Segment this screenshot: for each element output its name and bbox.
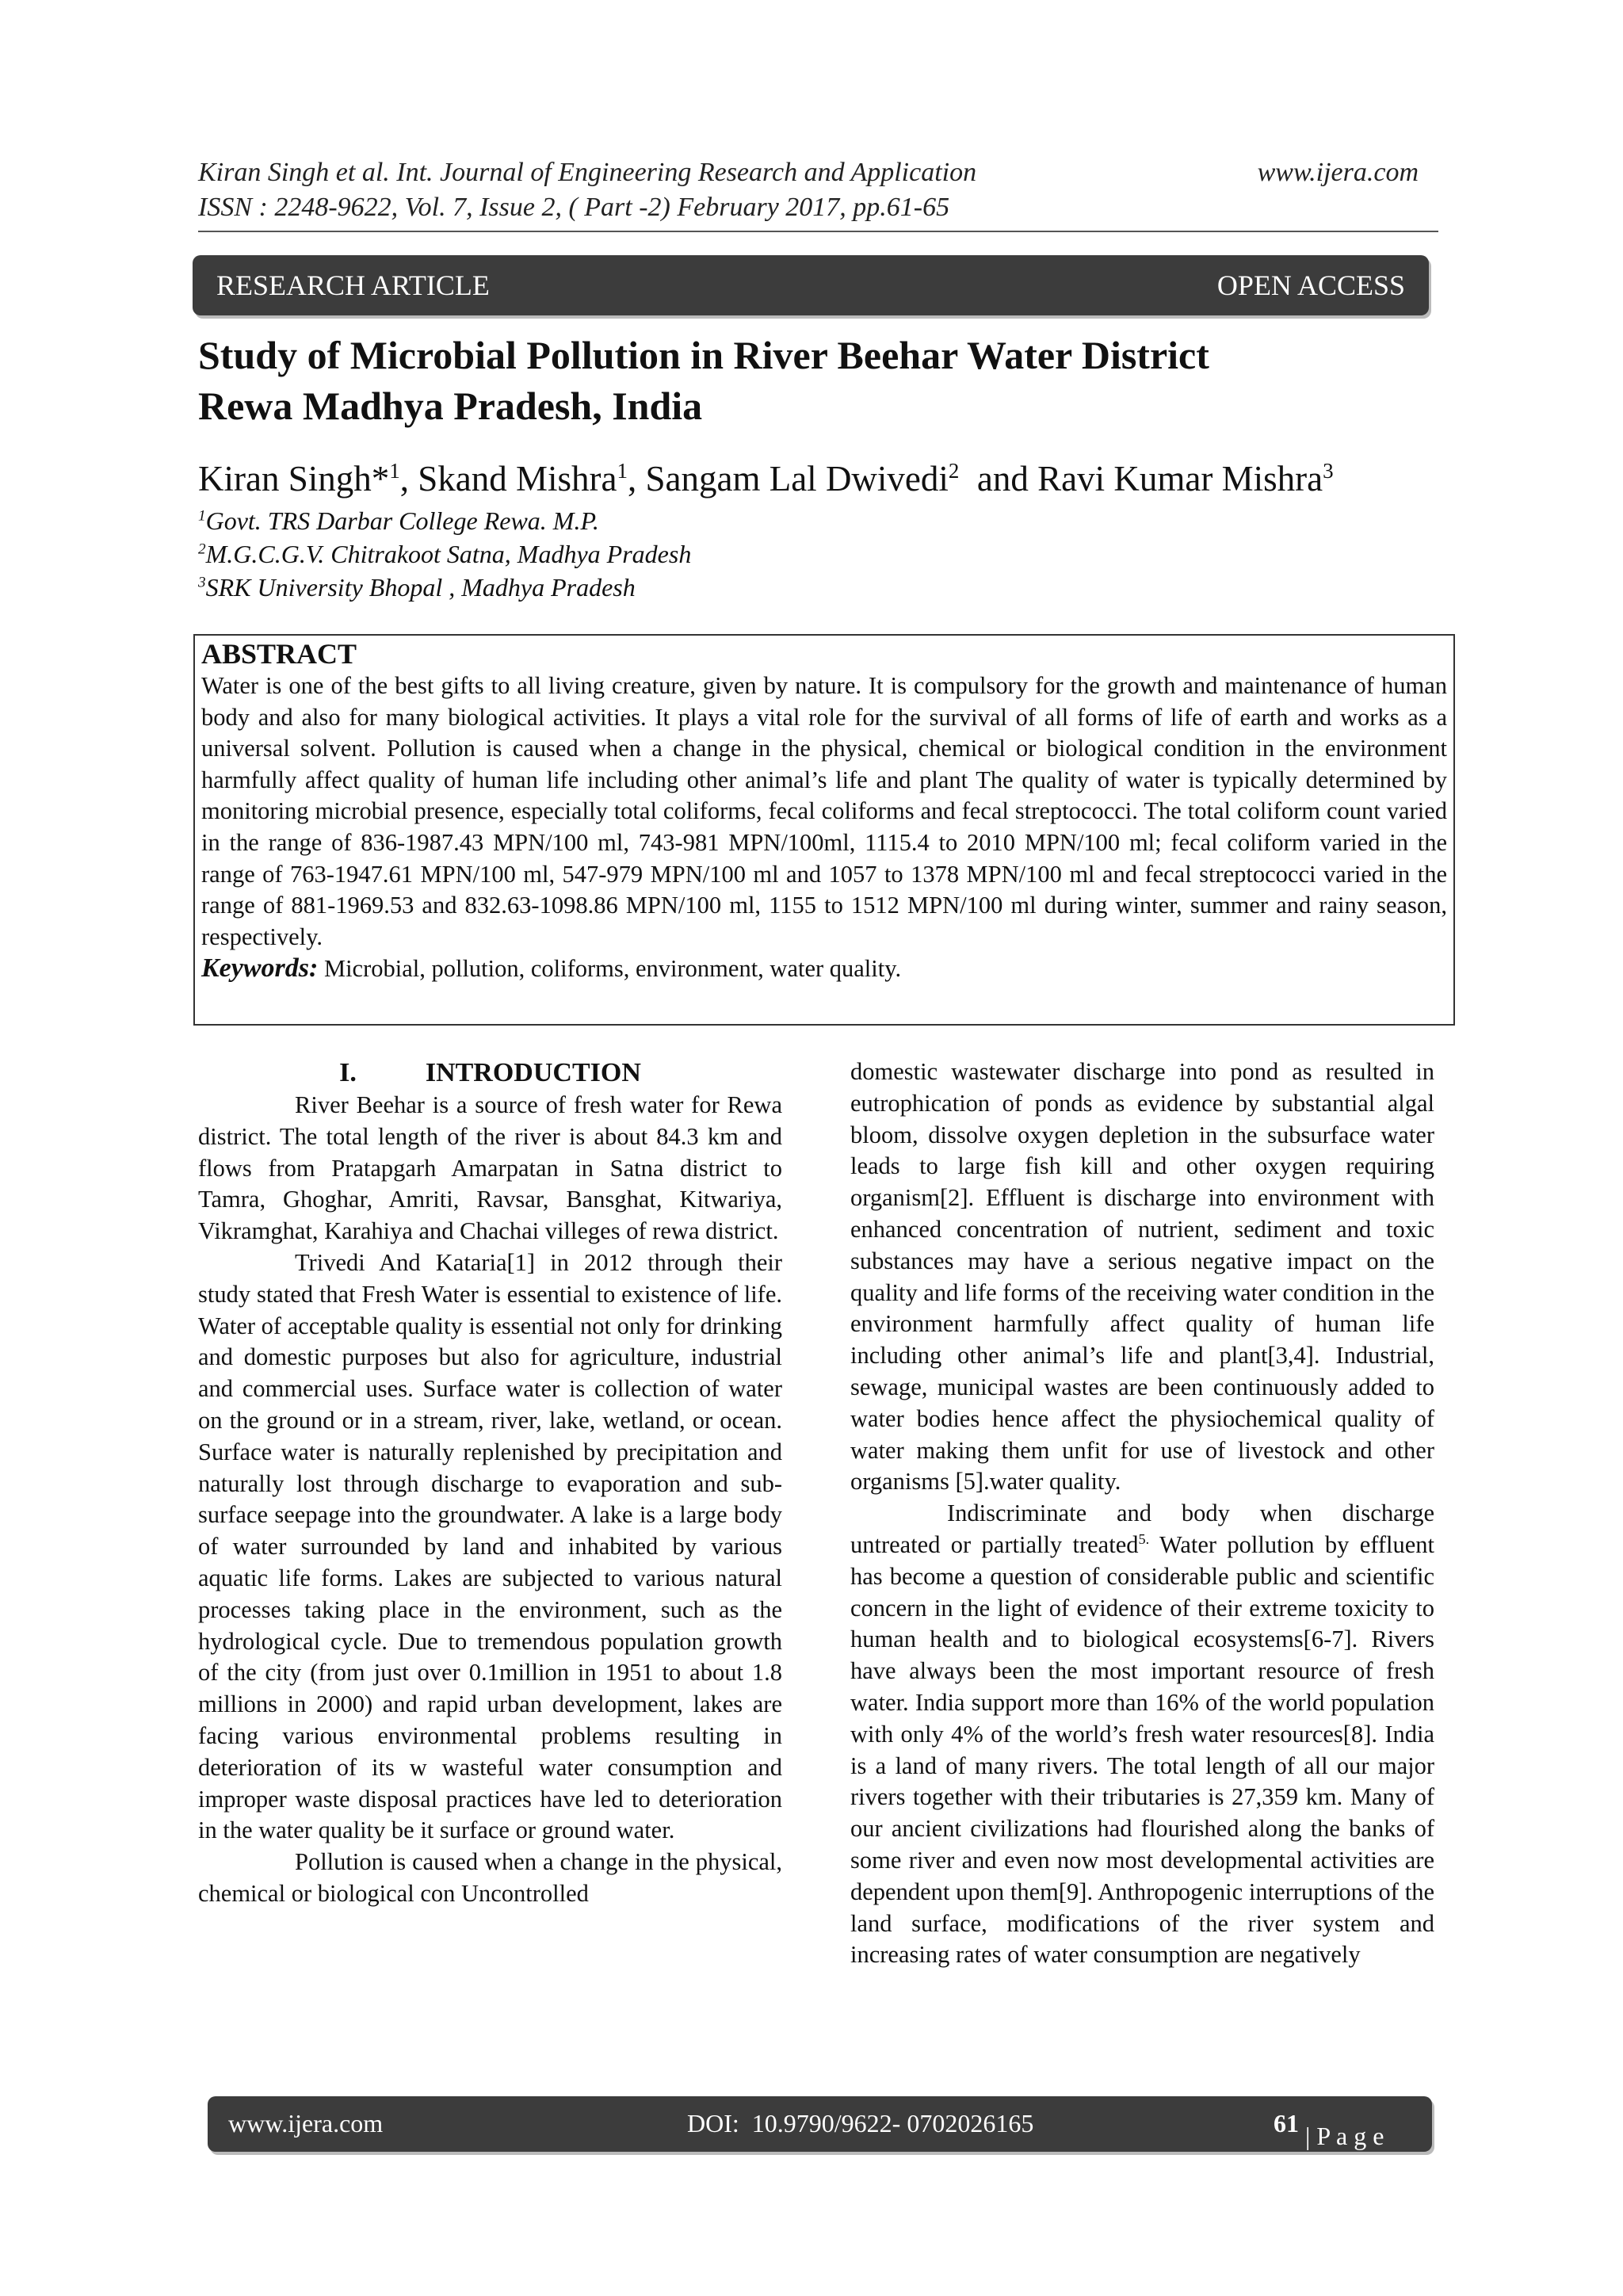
introduction-heading: I. INTRODUCTION [339, 1058, 641, 1087]
paragraph-text: Water pollution by effluent has become a question of considerable public and scientific concern in the light of evidence of their extreme toxicity to human health and to biological ecosystems[6-7]. Rivers have always been the most important resource of fresh water. India support more than 16% of the world population with only 4% of the world’s fresh water resources[8]. India is a land of many rivers. The total length of all our major rivers together with their tributaries is 27,359 km. Many of our ancient civilizations had flourished along the banks of some river and even now most developmental activities are dependent upon them[9]. Anthropogenic interruptions of the land surface, modifications of the river system and increasing rates of water consumption are negatively [850, 1530, 1435, 1969]
author-name: Kiran Singh* [198, 459, 390, 499]
page-label: | P a g e [1299, 2122, 1384, 2150]
body-paragraph: Pollution is caused when a change in the physical, chemical or biological con Uncontrolled [198, 1848, 782, 1907]
author-affiliation-marker: 1 [617, 459, 628, 483]
paper-title [198, 330, 1419, 431]
author-name: Ravi Kumar Mishra [1037, 459, 1323, 499]
affiliation-marker: 1 [198, 507, 206, 525]
journal-website-link[interactable]: www.ijera.com [1257, 158, 1419, 187]
author-affiliation-marker: 2 [948, 459, 960, 483]
keywords-text: Microbial, pollution, coliforms, environment, water quality. [318, 955, 902, 983]
page-number: 61 [1274, 2109, 1299, 2137]
paragraph-text: Indiscriminate and body when discharge untreated or partially treated [850, 1499, 1434, 1558]
affiliation-text: SRK University Bhopal , Madhya Pradesh [205, 573, 636, 602]
author-list [198, 457, 1466, 501]
footer-website-link[interactable]: www.ijera.com [228, 2109, 384, 2137]
issn-line: ISSN : 2248-9622, Vol. 7, Issue 2, ( Part -2) February 2017, pp.61-65 [198, 193, 950, 222]
abstract-box [193, 634, 1455, 1026]
footer-doi: DOI: 10.9790/9622- 0702026165 [687, 2109, 1034, 2137]
article-type-banner [193, 255, 1429, 315]
affiliation-marker: 3 [198, 574, 206, 591]
title-line-2: Rewa Madhya Pradesh, India [198, 384, 703, 428]
abstract-text: Water is one of the best gifts to all living creature, given by nature. It is compulsory for the growth and maintenance of human body and also for many biological activities. It plays a vital role for the survival of all forms of life of earth and works as a universal solvent. Pollution is caused when a change in the physical, chemical or biological condition in the environment harmfully affect quality of human life including other animal’s life and plant The quality of water is typically determined by monitoring microbial presence, especially total coliforms, fecal coliforms and fecal streptococci. The total coliform count varied in the range of 836-1987.43 MPN/100 ml, 743-981 MPN/100ml, 1115.4 to 2010 MPN/100 ml; fecal coliform varied in the range of 763-1947.61 MPN/100 ml, 547-979 MPN/100 ml and 1057 to 1378 MPN/100 ml and fecal streptococci varied in the range of 881-1969.53 and 832.63-1098.86 MPN/100 ml, 1155 to 1512 MPN/100 ml during winter, summer and rainy season, respectively. [201, 672, 1447, 950]
running-head [198, 155, 1419, 225]
author-separator: , [628, 459, 646, 499]
title-line-1: Study of Microbial Pollution in River Beehar Water District [198, 333, 1209, 377]
citation-superscript: 5. [1138, 1530, 1150, 1547]
author-separator: , [399, 459, 418, 499]
body-paragraph [850, 1498, 1434, 1971]
abstract-heading: ABSTRACT [201, 638, 357, 670]
affiliation-item [198, 571, 1308, 604]
affiliation-text: Govt. TRS Darbar College Rewa. M.P. [205, 506, 599, 535]
keywords-line [201, 953, 1447, 984]
affiliation-list [198, 504, 1308, 604]
author-name: Skand Mishra [418, 459, 617, 499]
affiliation-marker: 2 [198, 541, 206, 558]
right-column [850, 1056, 1434, 1971]
author-name: Sangam Lal Dwivedi [645, 459, 949, 499]
left-column [198, 1056, 782, 1910]
header-divider [198, 231, 1438, 232]
affiliation-item [198, 537, 1308, 571]
body-paragraph: Trivedi And Kataria[1] in 2012 through their study stated that Fresh Water is essential to existence of life. Water of acceptable quality is essential not only for drinking and domestic purposes but also for agriculture, industrial and commercial uses. Surface water is collection of water on the ground or in a stream, river, lake, wetland, or ocean. Surface water is naturally replenished by precipitation and naturally lost through discharge to evaporation and sub-surface seepage into the groundwater. A lake is a large body of water surrounded by land and inhabited by various aquatic life forms. Lakes are subjected to various natural processes taking place in the environment, such as the hydrological cycle. Due to tremendous population growth of the city (from just over 0.1million in 1951 to about 1.8 millions in 2000) and rapid urban development, lakes are facing various environmental problems resulting in deterioration of its w wasteful water consumption and improper waste disposal practices have led to deterioration in the water quality be it surface or ground water. [198, 1248, 782, 1844]
keywords-label: Keywords: [201, 953, 319, 984]
author-affiliation-marker: 1 [389, 459, 400, 483]
affiliation-text: M.G.C.G.V. Chitrakoot Satna, Madhya Pradesh [205, 540, 692, 568]
affiliation-item [198, 504, 1308, 537]
footer-page [1274, 2109, 1384, 2150]
open-access-label: OPEN ACCESS [1216, 269, 1405, 301]
page-footer [208, 2096, 1432, 2152]
article-type-label: RESEARCH ARTICLE [216, 269, 490, 301]
author-affiliation-marker: 3 [1323, 459, 1334, 483]
body-paragraph: River Beehar is a source of fresh water for Rewa district. The total length of the river is about 84.3 km and flows from Pratapgarh Amarpatan in Satna district to Tamra, Ghoghar, Amriti, Ravsar, Bansghat, Kitwariya, Vikramghat, Karahiya and Chachai villeges of rewa district. [198, 1091, 782, 1245]
body-paragraph: domestic wastewater discharge into pond as resulted in eutrophication of ponds as evidence by substantial algal bloom, dissolve oxygen depletion in the subsurface water leads to large fish kill and other oxygen requiring organism[2]. Effluent is discharge into environment with enhanced concentration of nutrient, sediment and toxic substances may have a serious negative impact on the quality and life forms of the receiving water condition in the environment harmfully affect quality of human life including other animal’s life and plant[3,4]. Industrial, sewage, municipal wastes are been continuously added to water bodies hence affect the physiochemical quality of water making them unfit for use of livestock and other organisms [5].water quality. [850, 1058, 1434, 1496]
author-separator: and [959, 459, 1038, 499]
journal-citation: Kiran Singh et al. Int. Journal of Engineering Research and Application [198, 158, 977, 187]
